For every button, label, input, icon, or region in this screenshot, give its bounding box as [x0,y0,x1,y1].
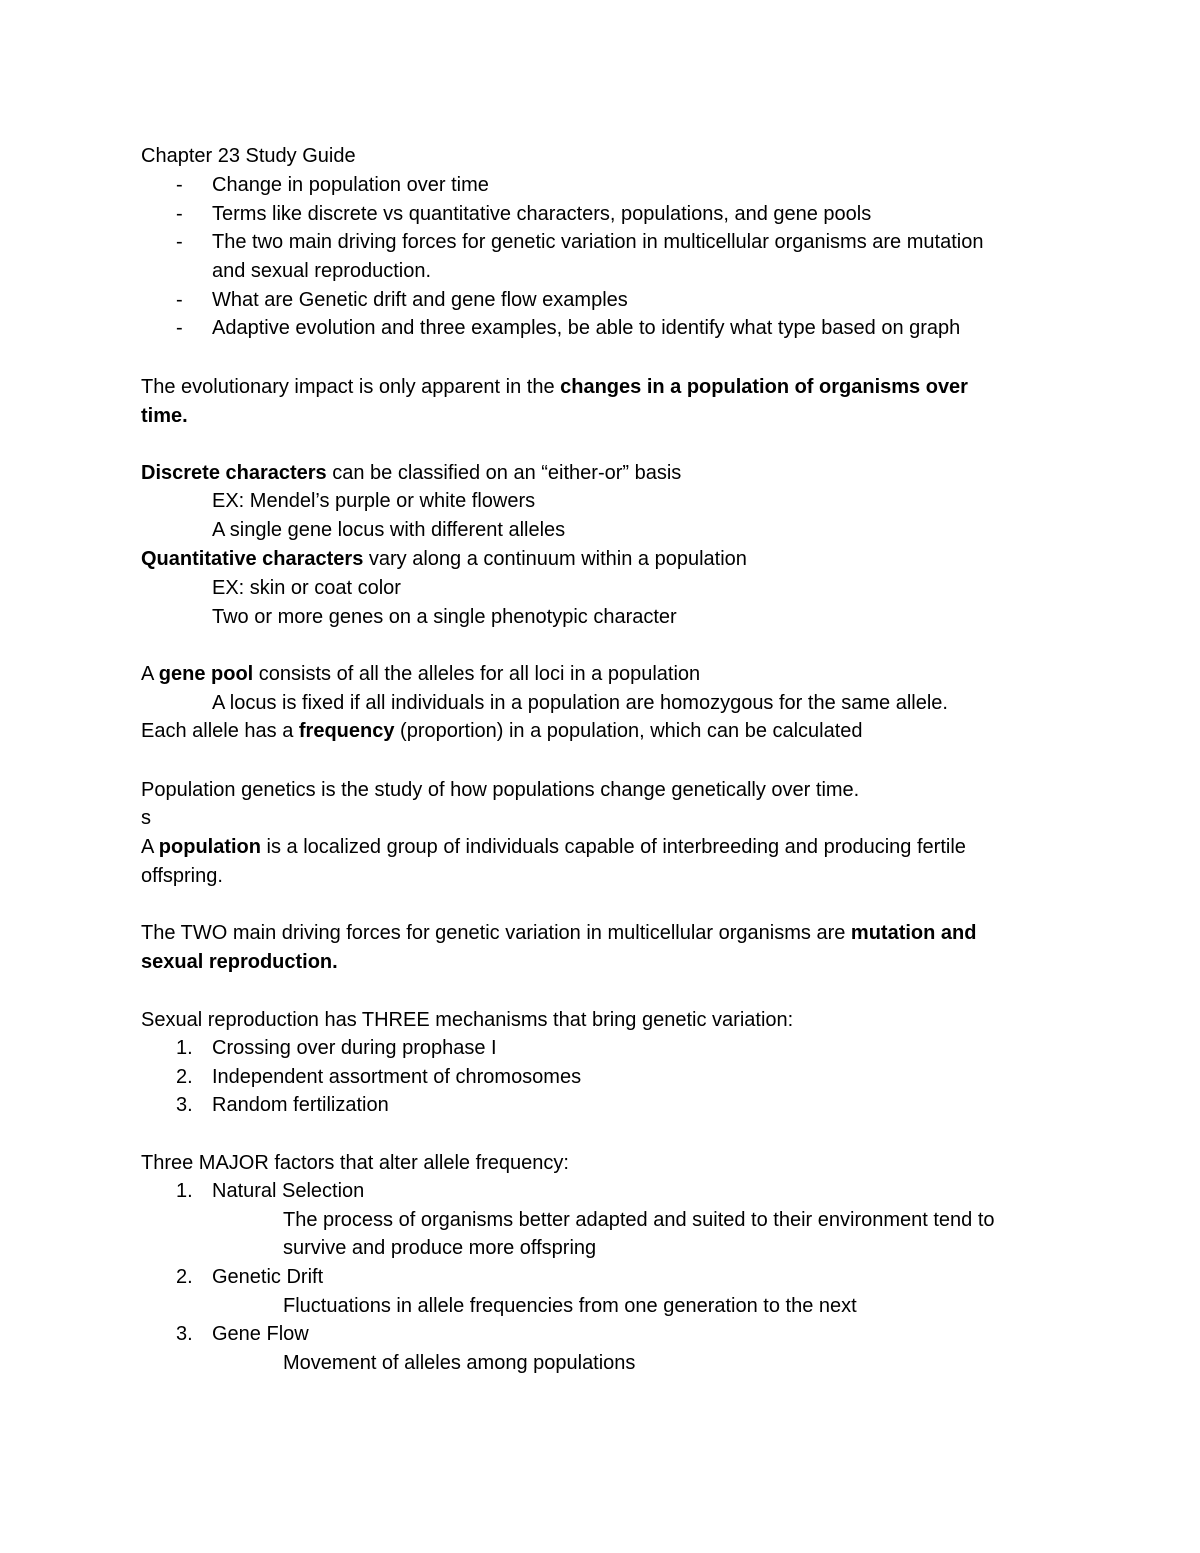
bullet-marker: - [176,289,183,311]
mechanism-item: Independent assortment of chromosomes [212,1066,582,1088]
bullet-item-continuation: and sexual reproduction. [212,260,432,282]
discrete-term: Discrete characters [141,462,327,484]
evolution-bold-text: time. [141,405,188,427]
bullet-marker: - [176,231,183,253]
bullet-item: What are Genetic drift and gene flow examples [212,289,628,311]
list-number: 3. [176,1323,193,1345]
document-title: Chapter 23 Study Guide [141,145,356,167]
bullet-marker: - [176,203,183,225]
gene-pool-text: A [141,663,159,685]
quantitative-text: vary along a continuum within a population [363,548,747,570]
discrete-text: can be classified on an “either-or” basis [326,462,682,484]
list-number: 3. [176,1094,193,1116]
popgen-definition: Population genetics is the study of how populations change genetically over time. [141,779,860,801]
quantitative-term: Quantitative characters [141,548,364,570]
stray-character: s [141,807,151,829]
discrete-definition [141,459,681,487]
bullet-marker: - [176,317,183,339]
factor-name: Gene Flow [212,1323,309,1345]
gene-pool-term: gene pool [158,663,254,685]
list-number: 2. [176,1066,193,1088]
two-forces-text: The TWO main driving forces for genetic variation in multicellular organisms are [141,922,851,944]
evolution-paragraph [141,373,968,401]
list-number: 2. [176,1266,193,1288]
bullet-item: The two main driving forces for genetic variation in multicellular organisms are mutation [212,231,984,253]
two-forces-bold-text: mutation and [850,922,977,944]
list-number: 1. [176,1037,193,1059]
factor-name: Genetic Drift [212,1266,324,1288]
frequency-definition [141,717,863,745]
frequency-term: frequency [298,720,395,742]
frequency-text: (proportion) in a population, which can be calculated [394,720,863,742]
quantitative-definition [141,545,747,573]
mechanism-item: Crossing over during prophase I [212,1037,497,1059]
bullet-item: Adaptive evolution and three examples, be able to identify what type based on graph [212,317,961,339]
factor-description: The process of organisms better adapted and suited to their environment tend to [283,1209,995,1231]
evolution-text: The evolutionary impact is only apparent in the [141,376,561,398]
two-forces-bold-text: sexual reproduction. [141,951,338,973]
gene-pool-definition [141,660,700,688]
two-forces-paragraph-cont [141,948,338,976]
factors-intro: Three MAJOR factors that alter allele frequency: [141,1152,569,1174]
factor-description-cont: survive and produce more offspring [283,1237,597,1259]
evolution-paragraph-cont [141,402,188,430]
frequency-text: Each allele has a [141,720,299,742]
factor-description: Movement of alleles among populations [283,1352,636,1374]
discrete-detail: A single gene locus with different alleles [212,519,566,541]
population-definition [141,833,966,861]
evolution-bold-text: changes in a population of organisms over [560,376,968,398]
quantitative-detail: Two or more genes on a single phenotypic character [212,606,677,628]
quantitative-example: EX: skin or coat color [212,577,401,599]
gene-pool-text: consists of all the alleles for all loci in a population [253,663,701,685]
gene-pool-detail: A locus is fixed if all individuals in a population are homozygous for the same allele. [212,692,948,714]
factor-description: Fluctuations in allele frequencies from one generation to the next [283,1295,857,1317]
list-number: 1. [176,1180,193,1202]
mechanism-item: Random fertilization [212,1094,389,1116]
bullet-marker: - [176,174,183,196]
bullet-item: Change in population over time [212,174,489,196]
bullet-item: Terms like discrete vs quantitative characters, populations, and gene pools [212,203,872,225]
factor-name: Natural Selection [212,1180,365,1202]
population-term: population [158,836,261,858]
discrete-example: EX: Mendel’s purple or white flowers [212,490,536,512]
population-text: A [141,836,159,858]
population-definition-cont: offspring. [141,865,223,887]
sexual-reproduction-intro: Sexual reproduction has THREE mechanisms that bring genetic variation: [141,1009,794,1031]
population-text: is a localized group of individuals capable of interbreeding and producing fertile [261,836,966,858]
two-forces-paragraph [141,919,976,947]
